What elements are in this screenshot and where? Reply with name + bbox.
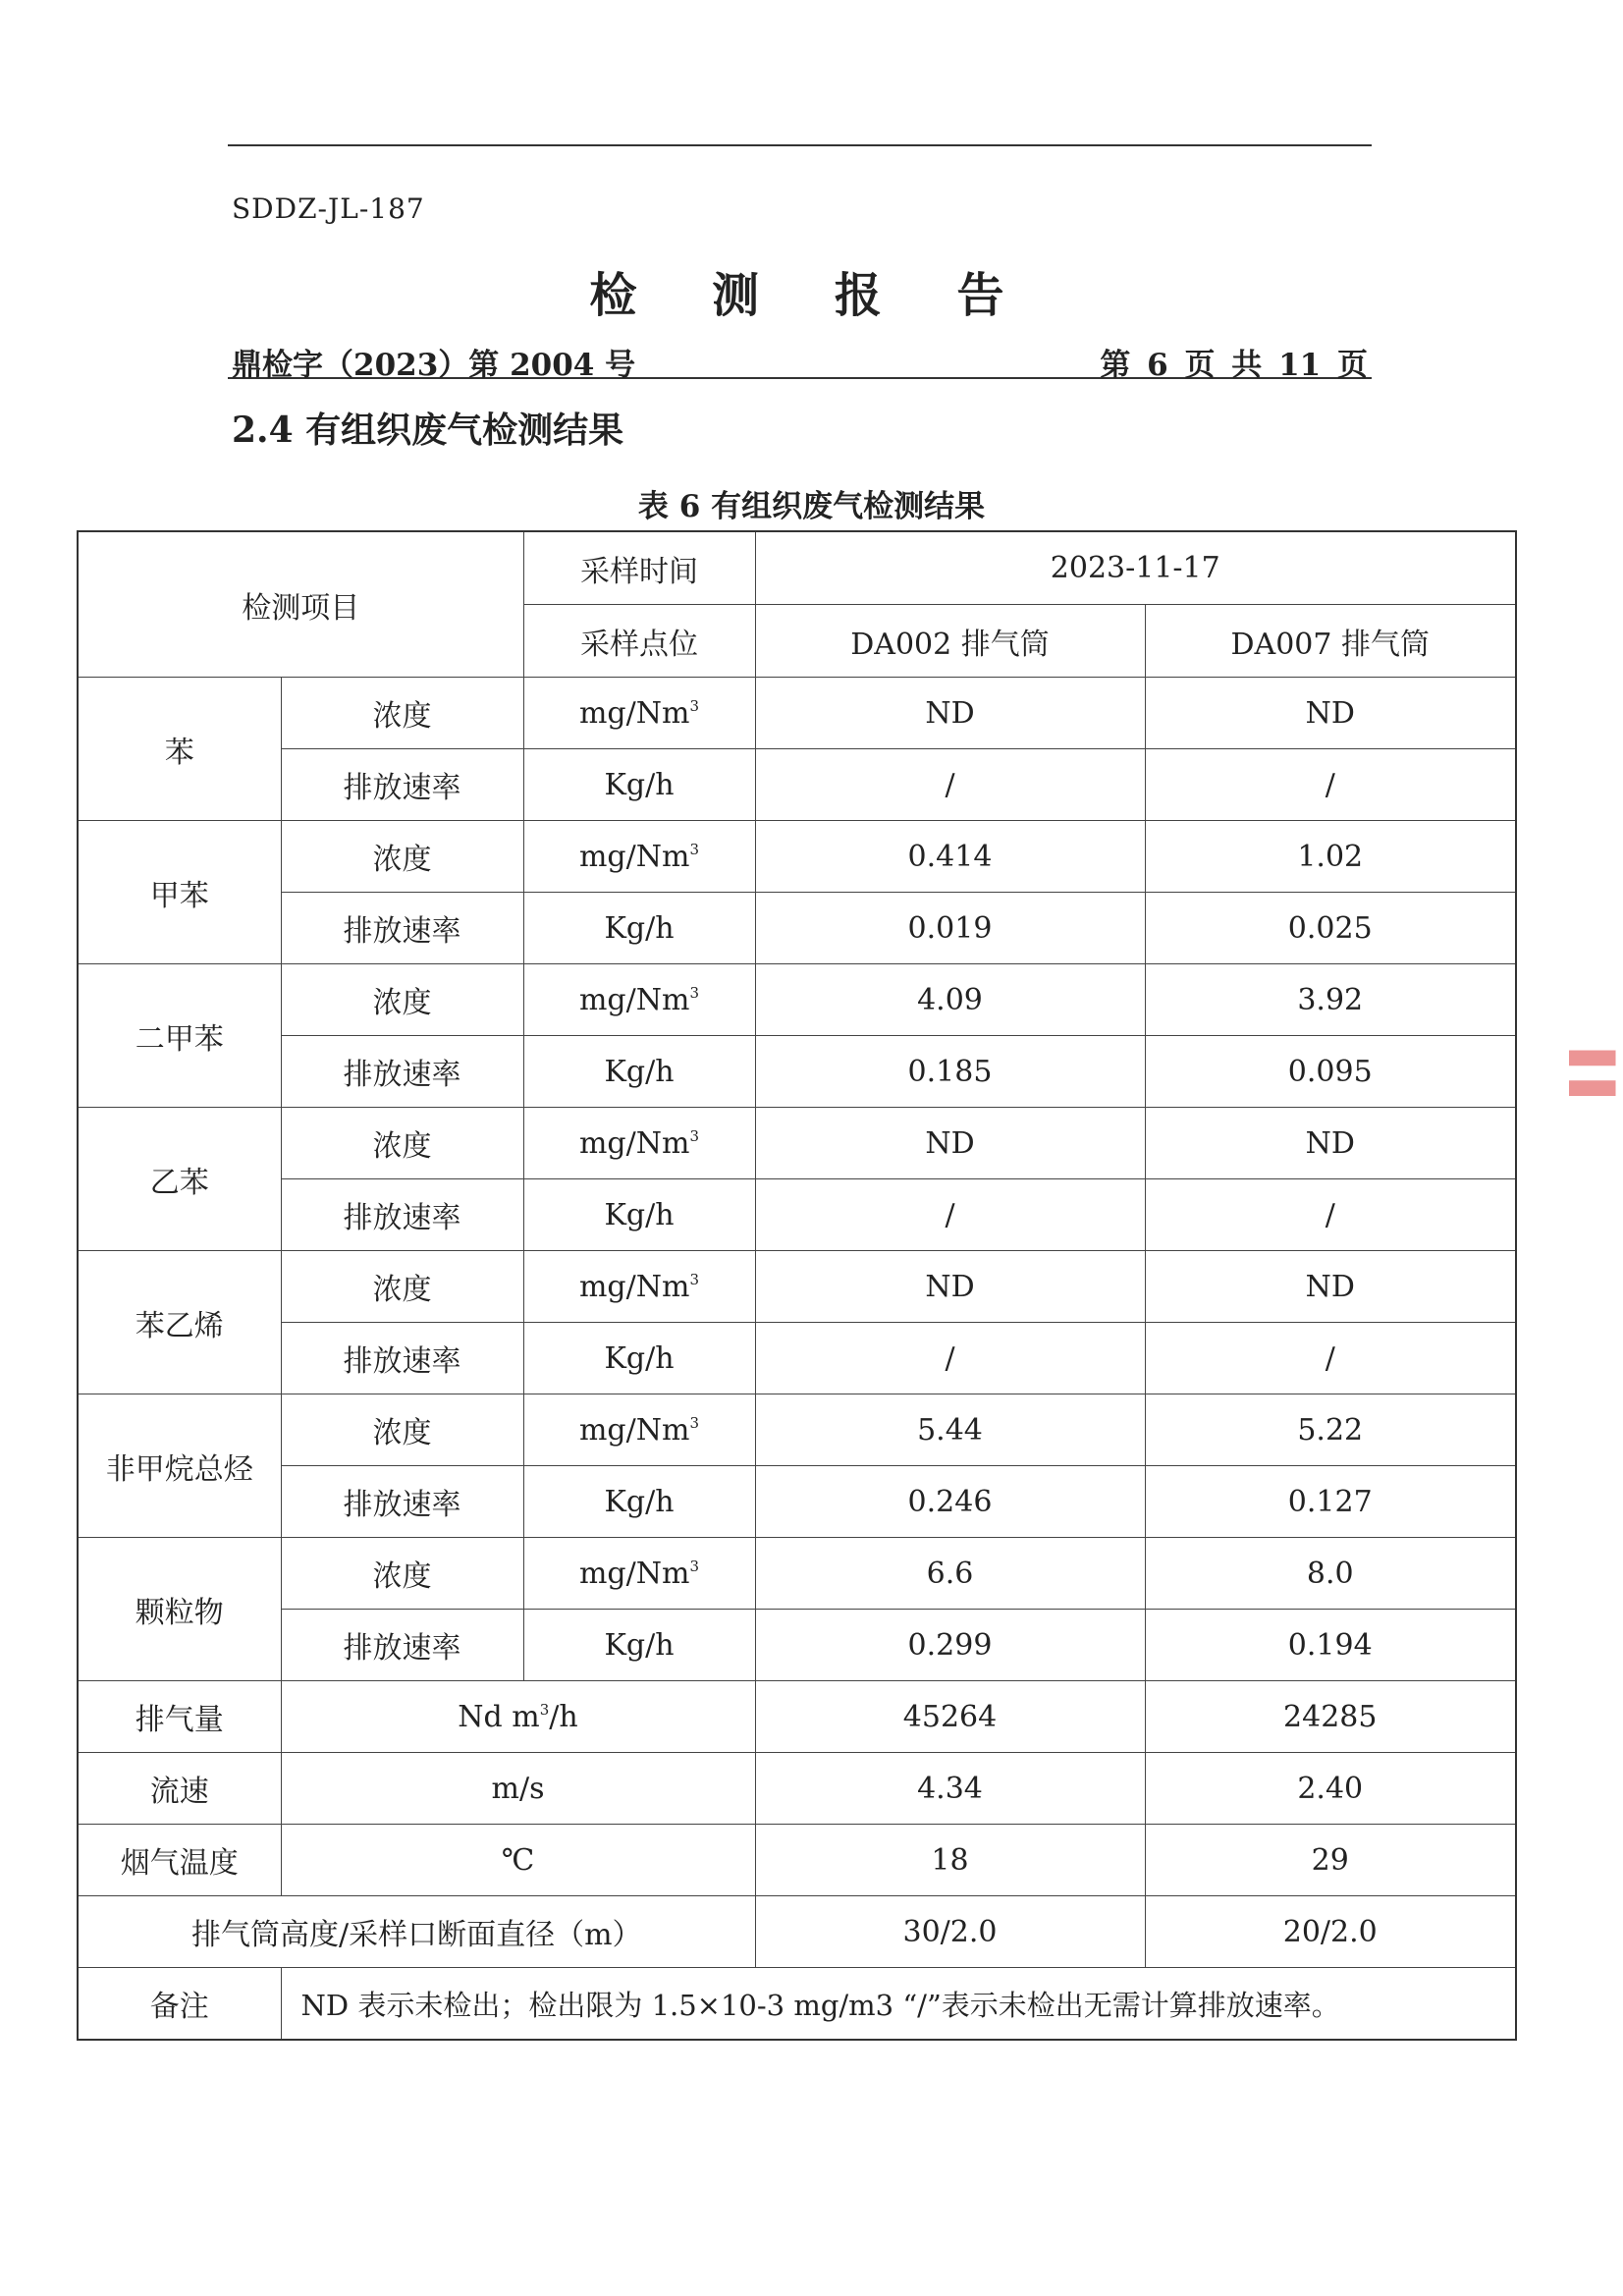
pollutant-name: 苯乙烯 — [78, 1251, 281, 1394]
concentration-value-2: 8.0 — [1145, 1538, 1516, 1610]
emission-rate-unit: Kg/h — [523, 1179, 755, 1251]
exhaust-flow-label: 排气量 — [78, 1681, 281, 1753]
emission-rate-value-2: / — [1145, 1179, 1516, 1251]
velocity-value-2: 2.40 — [1145, 1753, 1516, 1825]
unit-superscript: 3 — [689, 1126, 699, 1145]
emission-rate-value-2: / — [1145, 1323, 1516, 1394]
sampling-point-1: DA002 排气筒 — [755, 605, 1145, 678]
sampling-time-label: 采样时间 — [523, 531, 755, 605]
stack-dimension-value-2: 20/2.0 — [1145, 1896, 1516, 1968]
stack-dimension-row — [78, 1896, 1516, 1968]
pollutant-concentration-row — [78, 678, 1516, 749]
emission-rate-label: 排放速率 — [281, 893, 523, 964]
emission-rate-label: 排放速率 — [281, 1466, 523, 1538]
seal-stamp-fragment: ▌▌ — [1569, 1051, 1614, 1112]
remark-text: ND 表示未检出；检出限为 1.5×10-3 mg/m3 “/”表示未检出无需计算排放速率。 — [281, 1968, 1516, 2041]
emission-rate-value-1: / — [755, 749, 1145, 821]
pollutant-name: 乙苯 — [78, 1108, 281, 1251]
stack-dimension-value-1: 30/2.0 — [755, 1896, 1145, 1968]
stack-dimension-label: 排气筒高度/采样口断面直径（m） — [78, 1896, 755, 1968]
concentration-label: 浓度 — [281, 964, 523, 1036]
concentration-value-2: ND — [1145, 678, 1516, 749]
emission-rate-unit: Kg/h — [523, 1610, 755, 1681]
unit-text: mg/Nm — [578, 1125, 690, 1161]
unit-superscript: 3 — [689, 1270, 699, 1288]
pollutant-concentration-row — [78, 821, 1516, 893]
concentration-unit — [523, 1108, 755, 1179]
emission-rate-unit: Kg/h — [523, 893, 755, 964]
section-title: 2.4 有组织废气检测结果 — [232, 410, 624, 451]
concentration-unit — [523, 678, 755, 749]
emission-rate-value-2: 0.127 — [1145, 1466, 1516, 1538]
concentration-unit — [523, 1538, 755, 1610]
emission-rate-unit: Kg/h — [523, 749, 755, 821]
concentration-value-1: 0.414 — [755, 821, 1145, 893]
sampling-point-label: 采样点位 — [523, 605, 755, 678]
velocity-value-1: 4.34 — [755, 1753, 1145, 1825]
concentration-label: 浓度 — [281, 821, 523, 893]
remark-row — [78, 1968, 1516, 2041]
pollutant-concentration-row — [78, 1108, 1516, 1179]
concentration-label: 浓度 — [281, 1538, 523, 1610]
concentration-value-1: 6.6 — [755, 1538, 1145, 1610]
concentration-label: 浓度 — [281, 1251, 523, 1323]
velocity-row — [78, 1753, 1516, 1825]
flue-gas-temperature-value-1: 18 — [755, 1825, 1145, 1896]
unit-text: mg/Nm — [578, 1556, 690, 1591]
emission-rate-label: 排放速率 — [281, 1179, 523, 1251]
unit-superscript: 3 — [689, 983, 699, 1002]
concentration-value-1: 4.09 — [755, 964, 1145, 1036]
report-reference-number: 鼎检字（2023）第 2004 号 — [232, 348, 636, 383]
header-rule — [228, 144, 1372, 146]
concentration-value-2: 5.22 — [1145, 1394, 1516, 1466]
unit-superscript: 3 — [689, 1557, 699, 1575]
velocity-label: 流速 — [78, 1753, 281, 1825]
pollutant-rate-row — [78, 1610, 1516, 1681]
flue-gas-temperature-row — [78, 1825, 1516, 1896]
pollutant-rate-row — [78, 1323, 1516, 1394]
concentration-value-2: 1.02 — [1145, 821, 1516, 893]
report-subheader — [228, 334, 1372, 383]
emission-rate-value-2: 0.194 — [1145, 1610, 1516, 1681]
report-title: 检 测 报 告 — [589, 268, 1034, 323]
sampling-date: 2023-11-17 — [755, 531, 1516, 605]
pollutant-rate-row — [78, 893, 1516, 964]
emission-rate-value-1: 0.246 — [755, 1466, 1145, 1538]
concentration-label: 浓度 — [281, 678, 523, 749]
emission-rate-unit: Kg/h — [523, 1466, 755, 1538]
emission-rate-value-2: 0.025 — [1145, 893, 1516, 964]
emission-rate-value-2: / — [1145, 749, 1516, 821]
flue-gas-temperature-label: 烟气温度 — [78, 1825, 281, 1896]
page-number: 第 6 页 共 11 页 — [1100, 348, 1368, 383]
emission-rate-value-1: 0.299 — [755, 1610, 1145, 1681]
exhaust-flow-value-1: 45264 — [755, 1681, 1145, 1753]
emission-rate-value-1: 0.185 — [755, 1036, 1145, 1108]
emission-rate-label: 排放速率 — [281, 1610, 523, 1681]
exhaust-flow-unit — [281, 1681, 755, 1753]
emission-rate-label: 排放速率 — [281, 749, 523, 821]
concentration-label: 浓度 — [281, 1394, 523, 1466]
pollutant-concentration-row — [78, 964, 1516, 1036]
emission-rate-label: 排放速率 — [281, 1036, 523, 1108]
exhaust-flow-row — [78, 1681, 1516, 1753]
concentration-unit — [523, 964, 755, 1036]
emission-rate-value-2: 0.095 — [1145, 1036, 1516, 1108]
item-header: 检测项目 — [78, 531, 523, 678]
pollutant-rate-row — [78, 1466, 1516, 1538]
unit-text: /h — [549, 1699, 578, 1734]
concentration-value-2: ND — [1145, 1108, 1516, 1179]
pollutant-rate-row — [78, 1036, 1516, 1108]
unit-text: mg/Nm — [578, 1412, 690, 1448]
emission-rate-value-1: / — [755, 1323, 1145, 1394]
unit-text: mg/Nm — [578, 839, 690, 874]
concentration-unit — [523, 1251, 755, 1323]
table-caption: 表 6 有组织废气检测结果 — [637, 489, 986, 524]
concentration-value-1: 5.44 — [755, 1394, 1145, 1466]
concentration-label: 浓度 — [281, 1108, 523, 1179]
emission-rate-label: 排放速率 — [281, 1323, 523, 1394]
emission-rate-unit: Kg/h — [523, 1323, 755, 1394]
unit-superscript: 3 — [539, 1700, 550, 1719]
unit-superscript: 3 — [689, 1413, 699, 1432]
unit-text: Nd m — [458, 1699, 540, 1734]
concentration-value-1: ND — [755, 1251, 1145, 1323]
exhaust-flow-value-2: 24285 — [1145, 1681, 1516, 1753]
pollutant-name: 非甲烷总烃 — [78, 1394, 281, 1538]
velocity-unit: m/s — [281, 1753, 755, 1825]
concentration-value-2: ND — [1145, 1251, 1516, 1323]
concentration-value-1: ND — [755, 1108, 1145, 1179]
emission-results-table — [77, 530, 1517, 2041]
emission-rate-unit: Kg/h — [523, 1036, 755, 1108]
pollutant-concentration-row — [78, 1538, 1516, 1610]
unit-superscript: 3 — [689, 840, 699, 858]
pollutant-name: 颗粒物 — [78, 1538, 281, 1681]
concentration-unit — [523, 1394, 755, 1466]
pollutant-concentration-row — [78, 1394, 1516, 1466]
unit-text: mg/Nm — [578, 695, 690, 731]
sampling-point-2: DA007 排气筒 — [1145, 605, 1516, 678]
pollutant-concentration-row — [78, 1251, 1516, 1323]
unit-superscript: 3 — [689, 696, 699, 715]
pollutant-rate-row — [78, 1179, 1516, 1251]
pollutant-name: 甲苯 — [78, 821, 281, 964]
emission-rate-value-1: 0.019 — [755, 893, 1145, 964]
emission-rate-value-1: / — [755, 1179, 1145, 1251]
remark-label: 备注 — [78, 1968, 281, 2041]
flue-gas-temperature-value-2: 29 — [1145, 1825, 1516, 1896]
document-code: SDDZ-JL-187 — [232, 192, 425, 225]
unit-text: mg/Nm — [578, 1269, 690, 1304]
unit-text: mg/Nm — [578, 982, 690, 1017]
table-header-row — [78, 531, 1516, 605]
pollutant-rate-row — [78, 749, 1516, 821]
pollutant-name: 苯 — [78, 678, 281, 821]
pollutant-name: 二甲苯 — [78, 964, 281, 1108]
concentration-unit — [523, 821, 755, 893]
concentration-value-1: ND — [755, 678, 1145, 749]
concentration-value-2: 3.92 — [1145, 964, 1516, 1036]
flue-gas-temperature-unit: ℃ — [281, 1825, 755, 1896]
